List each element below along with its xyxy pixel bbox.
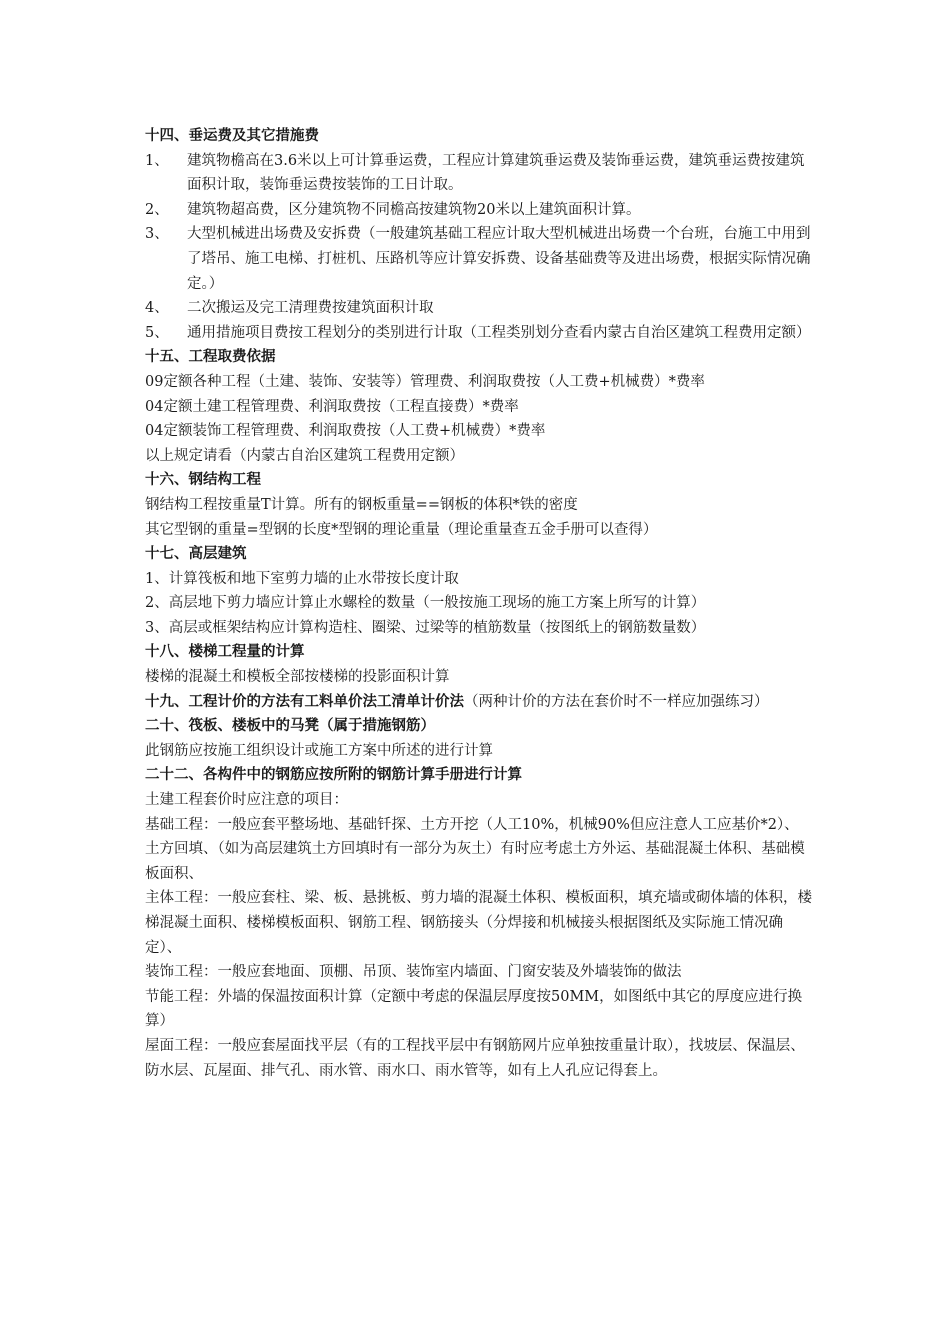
item-text: 大型机械进出场费及安拆费（一般建筑基础工程应计取大型机械进出场费一个台班，台施工中用到了塔吊、施工电梯、打桩机、压路机等应计算安拆费、设备基础费等及进出场费，根据实际情况确定。） <box>187 226 811 292</box>
paragraph: 楼梯的混凝土和模板全部按楼梯的投影面积计算 <box>145 669 450 686</box>
paragraph: 屋面工程：一般应套屋面找平层（有的工程找平层中有钢筋网片应单独按重量计取），找坡层、保温层、防水层、瓦屋面、排气孔、雨水管、雨水口、雨水管等，如有上人孔应记得套上。 <box>145 1037 805 1079</box>
section-16-heading: 十六、钢结构工程 <box>145 472 261 489</box>
paragraph: 钢结构工程按重量T计算。所有的钢板重量==钢板的体积*铁的密度 <box>145 496 578 513</box>
section-22-heading: 二十二、各构件中的钢筋应按所附的钢筋计算手册进行计算 <box>145 767 522 784</box>
section-18-heading: 十八、楼梯工程量的计算 <box>145 644 305 661</box>
item-text: 通用措施项目费按工程划分的类别进行计取（工程类别划分查看内蒙古自治区建筑工程费用定额） <box>187 324 811 341</box>
s14-item-4 <box>145 296 813 321</box>
section-15-heading: 十五、工程取费依据 <box>145 349 276 366</box>
paragraph: 3、高层或框架结构应计算构造柱、圈梁、过梁等的植筋数量（按图纸上的钢筋数量数） <box>145 619 706 636</box>
paragraph: 其它型钢的重量=型钢的长度*型钢的理论重量（理论重量查五金手册可以查得） <box>145 521 658 538</box>
item-number: 5、 <box>145 324 169 341</box>
item-number: 1、 <box>145 152 169 169</box>
paragraph: 装饰工程：一般应套地面、顶棚、吊顶、装饰室内墙面、门窗安装及外墙装饰的做法 <box>145 964 682 981</box>
section-20-heading: 二十、筏板、楼板中的马凳（属于措施钢筋） <box>145 718 435 735</box>
paragraph: 04定额装饰工程管理费、利润取费按（人工费+机械费）*费率 <box>145 423 546 440</box>
s14-item-1 <box>145 149 813 198</box>
paragraph: 土建工程套价时应注意的项目： <box>145 792 348 809</box>
item-number: 2、 <box>145 201 169 218</box>
paragraph: 主体工程：一般应套柱、梁、板、悬挑板、剪力墙的混凝土体积、模板面积，填充墙或砌体墙的体积，楼梯混凝土面积、楼梯模板面积、钢筋工程、钢筋接头（分焊接和机械接头根据图纸及实际施工情况确定）、 <box>145 890 812 956</box>
section-17-heading: 十七、高层建筑 <box>145 546 247 563</box>
paragraph: 04定额土建工程管理费、利润取费按（工程直接费）*费率 <box>145 398 519 415</box>
section-19-note: （两种计价的方法在套价时不一样应加强练习） <box>464 693 769 710</box>
paragraph: 基础工程：一般应套平整场地、基础钎探、土方开挖（人工10%，机械90%但应注意人工应基价*2）、土方回填、（如为高层建筑土方回填时有一部分为灰土）有时应考虑土方外运、基础混凝土体积、基础模板面积、 <box>145 816 805 882</box>
item-text: 建筑物超高费，区分建筑物不同檐高按建筑物20米以上建筑面积计算。 <box>187 201 641 218</box>
paragraph: 1、计算筏板和地下室剪力墙的止水带按长度计取 <box>145 570 459 587</box>
s14-item-5 <box>145 321 813 346</box>
paragraph: 以上规定请看（内蒙古自治区建筑工程费用定额） <box>145 447 464 464</box>
item-text: 二次搬运及完工清理费按建筑面积计取 <box>187 300 434 317</box>
item-number: 4、 <box>145 300 169 317</box>
item-number: 3、 <box>145 226 169 243</box>
section-19 <box>145 690 813 715</box>
section-14-heading: 十四、垂运费及其它措施费 <box>145 128 319 144</box>
s14-item-3 <box>145 222 813 296</box>
paragraph: 此钢筋应按施工组织设计或施工方案中所述的进行计算 <box>145 742 493 759</box>
paragraph: 节能工程：外墙的保温按面积计算（定额中考虑的保温层厚度按50MM，如图纸中其它的厚度应进行换算） <box>145 988 803 1030</box>
s14-item-2 <box>145 198 813 223</box>
item-text: 建筑物檐高在3.6米以上可计算垂运费，工程应计算建筑垂运费及装饰垂运费，建筑垂运费按建筑面积计取，装饰垂运费按装饰的工日计取。 <box>187 152 805 194</box>
paragraph: 09定额各种工程（土建、装饰、安装等）管理费、利润取费按（人工费+机械费）*费率 <box>145 373 705 390</box>
section-19-heading: 十九、工程计价的方法有工料单价法工清单计价法 <box>145 693 464 710</box>
document-body <box>145 124 813 1083</box>
paragraph: 2、高层地下剪力墙应计算止水螺栓的数量（一般按施工现场的施工方案上所写的计算） <box>145 595 706 612</box>
